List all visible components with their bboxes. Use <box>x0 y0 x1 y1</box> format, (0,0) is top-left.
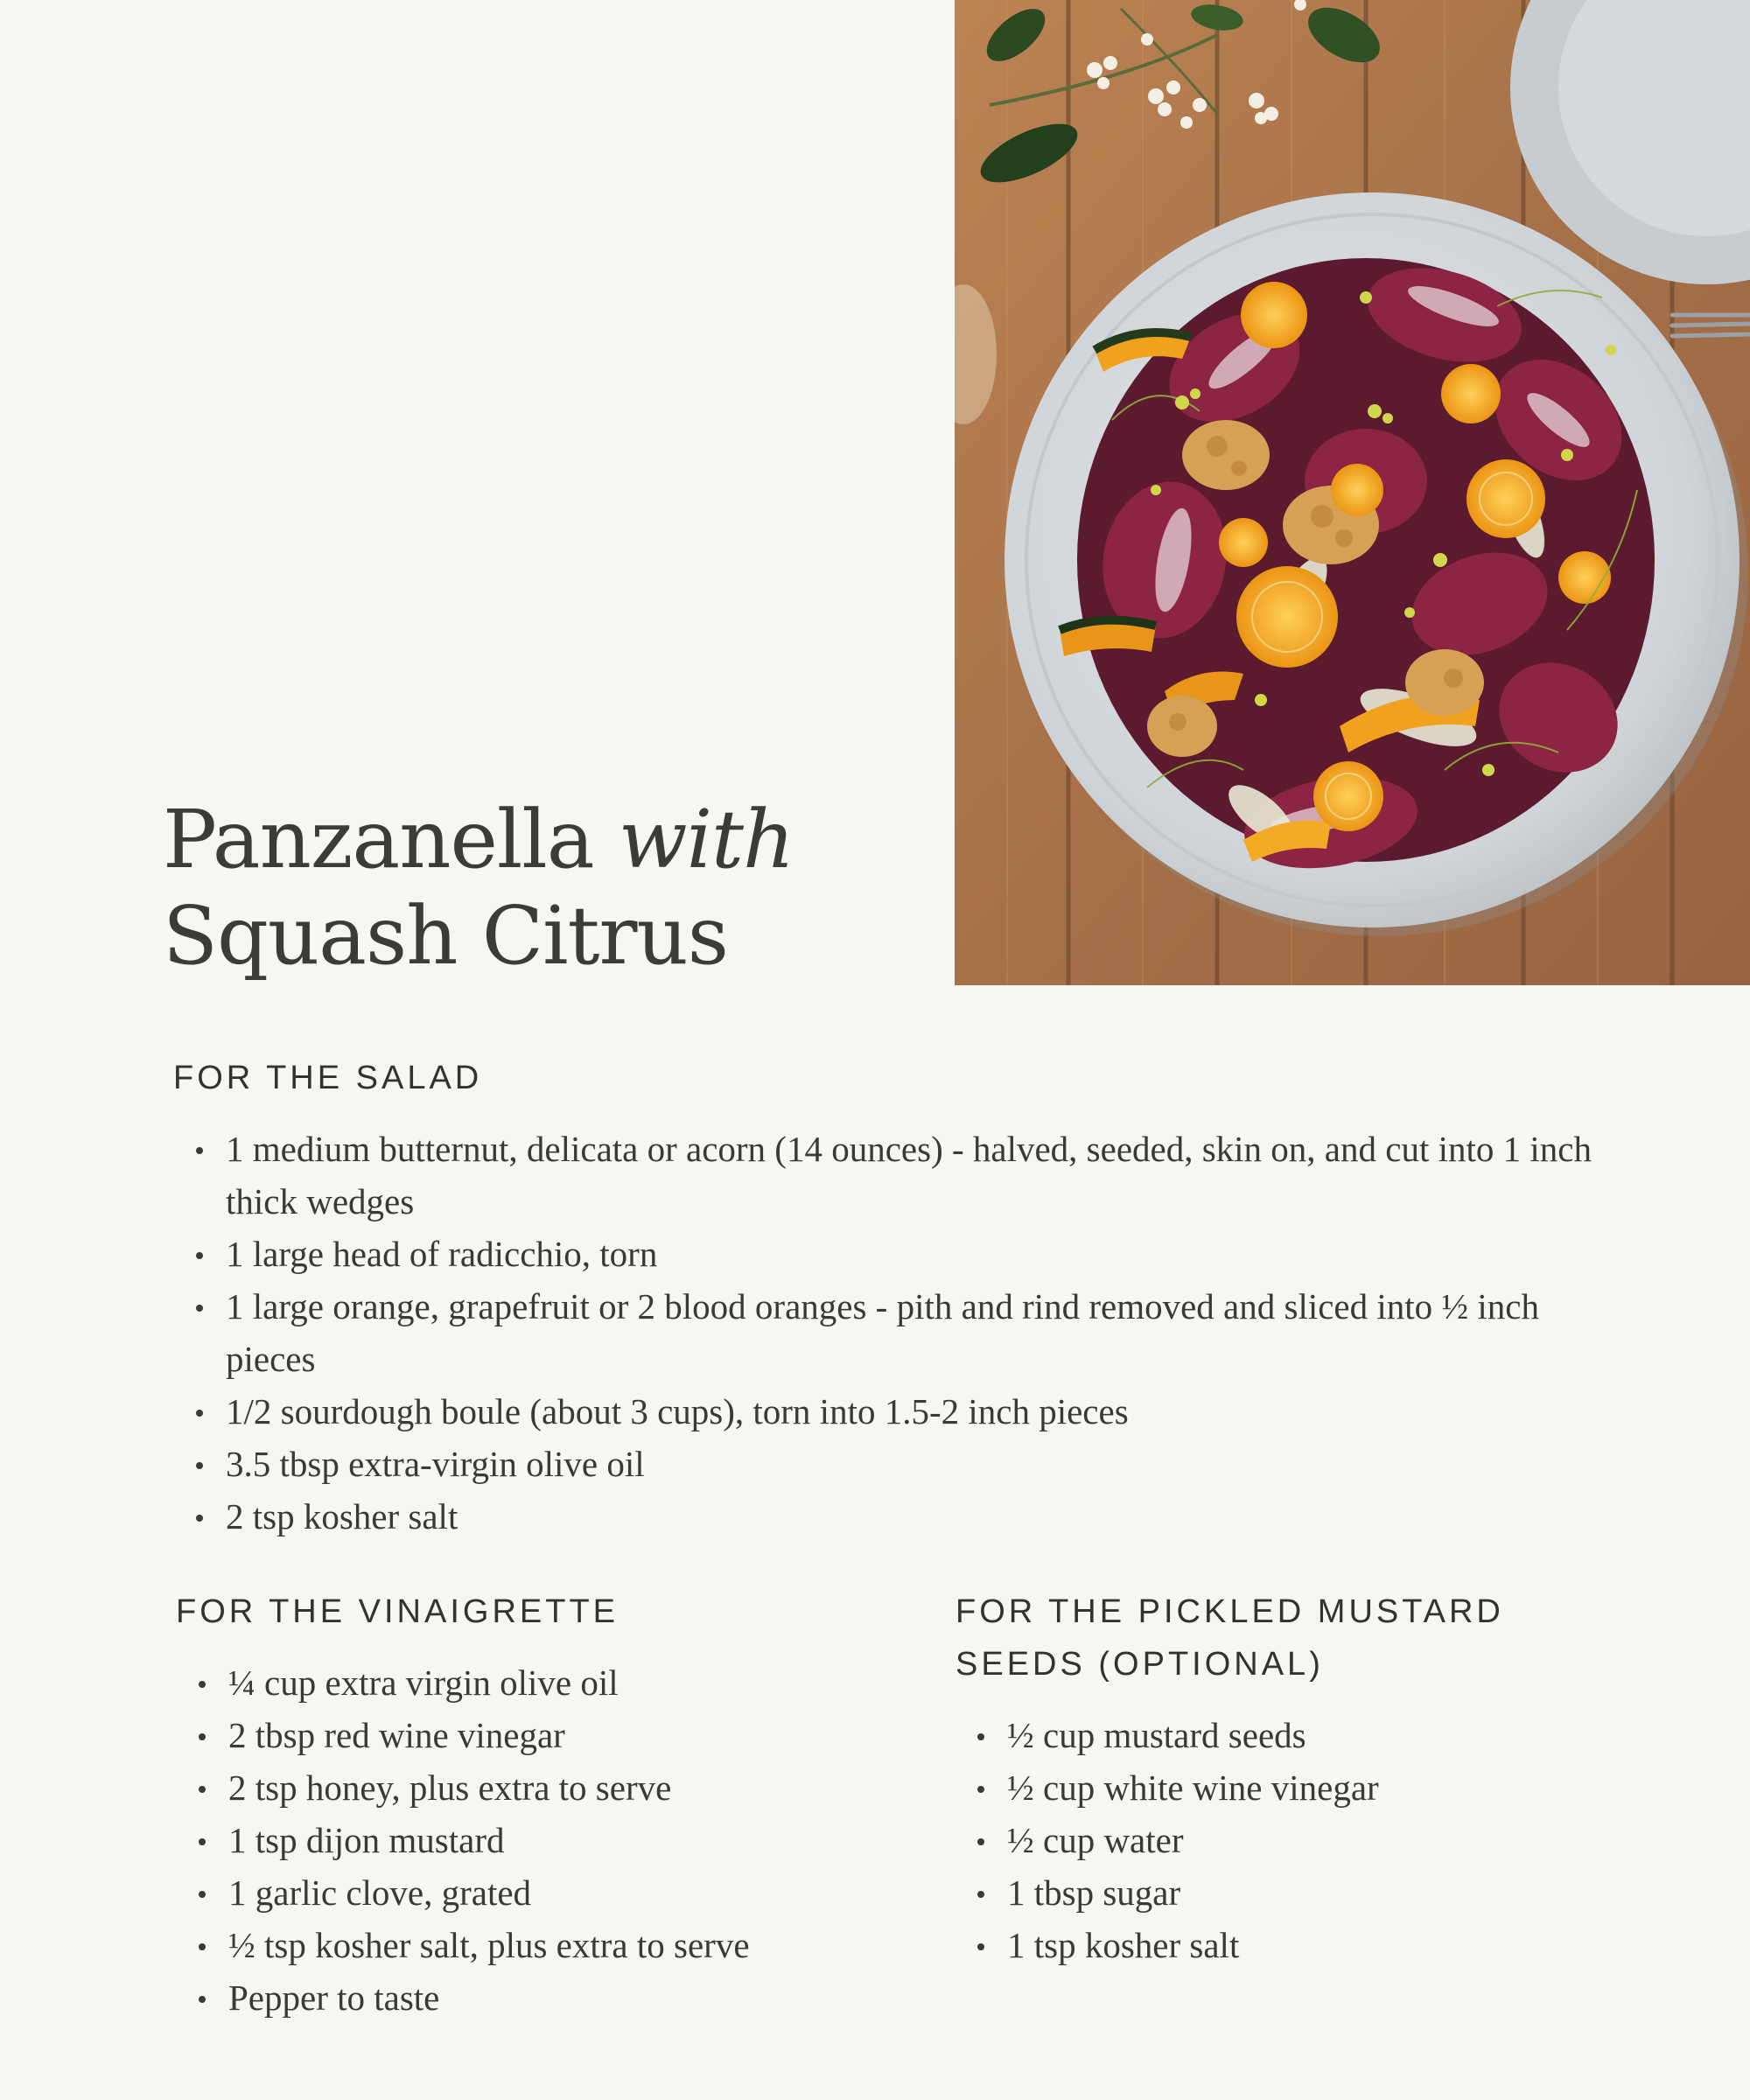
vinaigrette-heading: FOR THE VINAIGRETTE <box>176 1593 620 1630</box>
pickled-heading <box>956 1586 1504 1690</box>
list-item: 1 garlic clove, grated <box>197 1866 923 1919</box>
list-item: 1 large head of radicchio, torn <box>194 1228 1629 1280</box>
pickled-heading-line-2: SEEDS (OPTIONAL) <box>956 1646 1324 1683</box>
list-item: 2 tbsp red wine vinegar <box>197 1709 923 1761</box>
list-item: 1/2 sourdough boule (about 3 cups), torn into 1.5-2 inch pieces <box>194 1385 1629 1438</box>
salad-heading: FOR THE SALAD <box>173 1060 483 1096</box>
list-item: ½ cup water <box>976 1814 1676 1866</box>
recipe-title-line-1: Panzanella with <box>163 793 794 886</box>
salad-ingredient-list <box>194 1123 1629 1543</box>
salad-plate-photo <box>955 0 1750 985</box>
list-item: ½ cup white wine vinegar <box>976 1761 1676 1814</box>
list-item: 3.5 tbsp extra-virgin olive oil <box>194 1438 1629 1490</box>
list-item: 2 tsp kosher salt <box>194 1490 1629 1543</box>
list-item: 1 tbsp sugar <box>976 1866 1676 1919</box>
list-item: 1 tsp kosher salt <box>976 1919 1676 1971</box>
pickled-ingredient-list <box>976 1709 1676 1971</box>
pickled-heading-line-1: FOR THE PICKLED MUSTARD <box>956 1593 1504 1630</box>
recipe-title <box>163 792 794 984</box>
vinaigrette-ingredient-list <box>197 1656 923 2024</box>
list-item: ¼ cup extra virgin olive oil <box>197 1656 923 1709</box>
list-item: 2 tsp honey, plus extra to serve <box>197 1761 923 1814</box>
list-item: 1 tsp dijon mustard <box>197 1814 923 1866</box>
list-item: ½ cup mustard seeds <box>976 1709 1676 1761</box>
recipe-title-line-2: Squash Citrus <box>163 889 728 983</box>
list-item: Pepper to taste <box>197 1971 923 2024</box>
list-item: 1 medium butternut, delicata or acorn (14 ounces) - halved, seeded, skin on, and cut into 1 inch thick wedges <box>194 1123 1629 1228</box>
list-item: 1 large orange, grapefruit or 2 blood oranges - pith and rind removed and sliced into ½ inch pieces <box>194 1280 1629 1385</box>
list-item: ½ tsp kosher salt, plus extra to serve <box>197 1919 923 1971</box>
